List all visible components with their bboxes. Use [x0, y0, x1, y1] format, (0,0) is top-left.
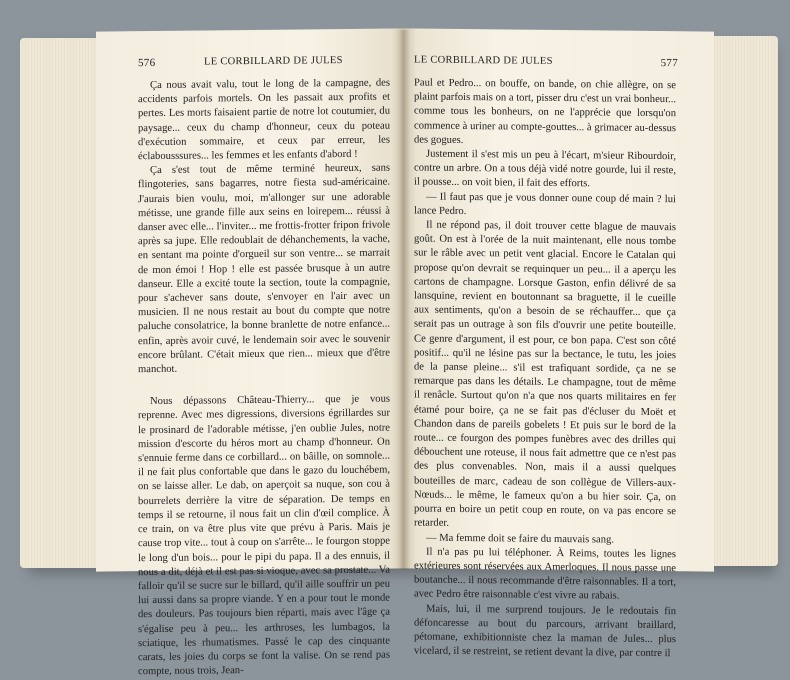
left-page-text — [138, 77, 390, 680]
paragraph: — Ma femme doit se faire du mauvais sang. — [426, 532, 614, 546]
right-running-title: LE CORBILLARD DE JULES — [414, 54, 553, 67]
paragraph: Paul et Pedro... on bouffe, on bande, on chie allègre, on se plaint parfois mais on a tort, pisser dru c'est un vrai bonheur... comme tous les bonheurs, on ne l'apprécie que lorsqu'on commence à uriner au compte-gouttes... à grimacer au-dessus des gogues. — [414, 77, 676, 146]
right-page — [404, 28, 714, 660]
book-gutter — [398, 30, 410, 570]
paragraph: Nous dépassons Château-Thierry... que je vous reprenne. Avec mes digressions, diversions égrillardes sur le prosinard de l'adorable métisse, j'en oublie Jules, notre mission d'escorte du héros mort au champ d'honneur. On s'ennuie ferme dans ce corbillard... on bâille, on somnole... il ne fait plus confortable que dans le gazo du louchébem, on se laisse aller. Le dab, on aperçoit sa nuque, son cou à bourrelets derrière la vitre de séparation. De temps en temps il se retourne, il nous fait un clin d'œil complice. À ce train, on va être plus vite que prévu à Paris. Mais je cause trop vite... tout à coup on s'arrête... le fourgon stoppe le long d'un bois... pour le pipi du papa. Il a des ennuis, il nous a dit, déjà et il est pas si vioque, avec sa prostate... Va falloir qu'il se sucre sur le billard, qu'il aille souffrir un peu lui aussi dans sa propre viande. Y en a pour tout le monde des douleurs. Pas toujours bien réparti, mais avec l'âge ça s'égalise peu à peu... les arthroses, les lumbagos, la sciatique, les rhumatismes. Passé le cap des cinquante carats, les joies du corps se font la valise. On se rend pas compte, nous trois, Jean- — [138, 393, 390, 678]
paragraph: — Il faut pas que je vous donner oune coup dé main ? lui lance Pedro. — [414, 191, 676, 217]
paragraph: Ça s'est tout de même terminé heureux, sans flingoteries, sans bagarres, notre fiesta sud-américaine. J'aurais bien voulu, moi, m'allonger sur une adorable métisse, une grande fille aux seins en loirepem... réussi à danser avec elle... l'inviter... me frottis-frotter fripon frivole après sa jupe. Elle redoublait de déhanchements, la vache, en sentant ma pointe d'orgueil sur son ventre... se marrait de mon émoi ! Hop ! elle est passée brusque à un autre danseur. Elle a excité toute la section, toute la compagnie, pour s'achever sans doute, s'envoyer en l'air avec un musicien. Il ne nous restait au bout du compte que notre paluche consolatrice, la bonne branlette de notre enfance... enfin, après avoir cuvé, le lendemain soir avec le souvenir encore brûlant. C'était mieux que rien... mieux que d'être manchot. — [138, 162, 390, 376]
left-page — [96, 28, 404, 678]
left-page-number: 576 — [138, 56, 156, 70]
left-running-title: LE CORBILLARD DE JULES — [204, 55, 343, 68]
paragraph: Ça nous avait valu, tout le long de la campagne, des accidents parfois mortels. On les passait aux profits et pertes. Les morts faisaient partie de notre lot coutumier, du paysage... ceux du champ d'honneur, ceux du poteau d'exécution sommaire, et ceux par erreur, les éclabousssures... les femmes et les enfants d'abord ! — [138, 77, 390, 163]
right-page-text — [414, 76, 676, 661]
paragraph: Mais, lui, il me surprend toujours. Je le redoutais fin défoncaresse au bout du parcours, arrivant braillard, pétomane, exhibitionniste chez la maman de Jules... plus vicelard, il se restreint, se retient devant la dive, par contre il — [414, 603, 676, 660]
right-page-number: 577 — [660, 57, 678, 70]
paragraph: Justement il s'est mis un peu à l'écart, m'sieur Ribourdoir, contre un arbre. On a tous déjà vidé notre gourde, lui il reste, il pousse... on voit bien, il fait des efforts. — [414, 148, 676, 190]
paragraph: Il ne répond pas, il doit trouver cette blague de mauvais goût. On est à l'orée de la nuit maintenant, elle nous tombe sur le râble avec un petit vent glacial. Encore le Catalan qui propose qu'on devrait se requinquer un peu... il a aperçu les cartons de champagne. Lorsque Gaston, enfin délivré de sa lansquine, revient en boutonnant sa braguette, il le cueille aux sentiments, qu'on a besoin de se réchauffer... que ça serait pas un outrage à son fils d'ouvrir une petite bouteille. Ce genre d'argument, il est pour, ce bon papa. C'est son côté positif... qu'il ne lésine pas sur la bectance, le tutu, les joies de la panse pleine... s'il est trafiquant sordide, ça ne se remarque pas dans les détails. Le champagne, tout de même il renâcle. Surtout qu'on n'a que nos quarts militaires en fer étamé pour boire, ça ne se fait pas d'écluser du Moët et Chandon dans de pareils gobelets ! Et puis sur le bord de la route... ce fourgon des pompes funèbres avec des drilles qui débouchent une roteuse, il nous fait admettre que ce n'est pas des plus convenables. Non, mais il a aussi quelques bouteilles de marc, cadeau de son collègue de Villers-aux-Nœuds... le même, le fameux qu'on a bu hier soir. Ça, on pourra en boire un petit coup en route, on va pas encore se retarder. — [414, 219, 676, 530]
paragraph: Il n'a pas pu lui téléphoner. À Reims, toutes les lignes extérieures sont réservées aux Amerloques. Il nous passe une boutanche... il nous recommande d'être raisonnables. Il a tort, avec Pedro être raisonnable c'est vivre au rabais. — [414, 546, 676, 602]
